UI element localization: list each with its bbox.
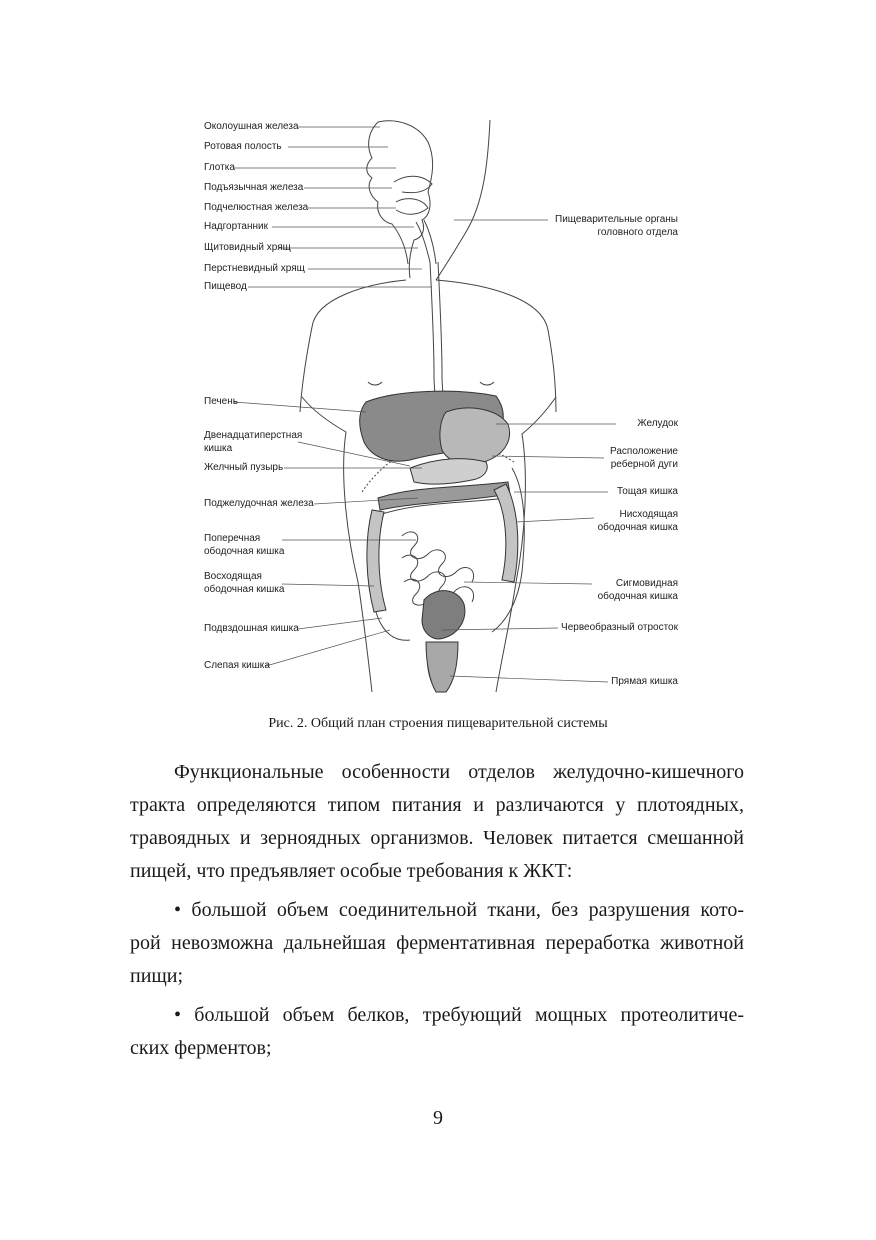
label-parotid-gland: Околоушная железа <box>204 121 299 132</box>
rectum-shape <box>426 642 458 692</box>
body-text <box>130 756 744 1071</box>
label-liver: Печень <box>204 396 238 407</box>
label-pancreas: Поджелудочная железа <box>204 498 314 509</box>
text-line: • большой объем соединительной ткани, без разрушения кото- <box>174 899 744 921</box>
label-duodenum-2: кишка <box>204 443 233 454</box>
label-ileum: Подвздошная кишка <box>204 623 299 634</box>
pancreas-shape <box>410 459 487 485</box>
label-cricoid-cartilage: Перстневидный хрящ <box>204 263 305 274</box>
label-costal-arch-2: реберной дуги <box>610 459 678 470</box>
sigmoid-colon-shape <box>422 591 465 639</box>
anatomy-illustration <box>196 112 686 697</box>
text-line: • большой объем белков, требующий мощных протеолитиче- <box>174 1004 744 1026</box>
ascending-colon-shape <box>367 510 386 612</box>
label-cecum: Слепая кишка <box>204 660 270 671</box>
label-ascending-colon-2: ободочная кишка <box>204 584 285 595</box>
label-esophagus: Пищевод <box>204 281 247 292</box>
label-costal-arch-1: Расположение <box>610 446 678 457</box>
label-head-digestive-organs-1: Пищеварительные органы <box>555 214 678 225</box>
page-number: 9 <box>433 1107 443 1129</box>
label-transverse-colon-1: Поперечная <box>204 533 261 544</box>
text-line: тракта определяются типом питания и различаются у плотоядных, <box>130 794 744 816</box>
label-ascending-colon-1: Восходящая <box>204 571 262 582</box>
label-oral-cavity: Ротовая полость <box>204 141 282 152</box>
text-line: травоядных и зерноядных организмов. Человек питается смешанной <box>130 827 744 849</box>
label-sublingual-gland: Подъязычная железа <box>204 182 304 193</box>
text-line: пищей, что предъявляет особые требования к ЖКТ: <box>130 860 573 882</box>
bullet-paragraph-1 <box>130 894 744 993</box>
label-epiglottis: Надгортанник <box>204 221 268 232</box>
figure-caption: Рис. 2. Общий план строения пищеварительной системы <box>268 716 608 731</box>
text-line: пищи; <box>130 965 184 987</box>
label-gallbladder: Желчный пузырь <box>204 462 284 473</box>
label-stomach: Желудок <box>637 418 678 429</box>
text-line: ских ферментов; <box>130 1037 272 1059</box>
label-sigmoid-colon-1: Сигмовидная <box>615 578 678 589</box>
label-descending-colon-2: ободочная кишка <box>597 522 678 533</box>
label-head-digestive-organs-2: головного отдела <box>597 227 678 238</box>
label-sigmoid-colon-2: ободочная кишка <box>597 591 678 602</box>
label-rectum: Прямая кишка <box>611 676 678 687</box>
label-pharynx: Глотка <box>204 162 235 173</box>
text-line: Функциональные особенности отделов желудочно-кишечного <box>174 761 744 783</box>
transverse-colon-shape <box>378 482 510 510</box>
label-thyroid-cartilage: Щитовидный хрящ <box>204 242 291 253</box>
label-transverse-colon-2: ободочная кишка <box>204 546 285 557</box>
text-line: рой невозможна дальнейшая ферментативная переработка животной <box>130 932 744 954</box>
label-descending-colon-1: Нисходящая <box>619 509 678 520</box>
paragraph-1 <box>130 756 744 888</box>
label-jejunum: Тощая кишка <box>616 486 678 497</box>
digestive-system-figure <box>196 112 686 697</box>
label-submandibular-gland: Подчелюстная железа <box>204 202 309 213</box>
label-duodenum-1: Двенадцатиперстная <box>204 430 303 441</box>
bullet-paragraph-2 <box>130 999 744 1065</box>
label-appendix: Червеобразный отросток <box>561 622 678 633</box>
